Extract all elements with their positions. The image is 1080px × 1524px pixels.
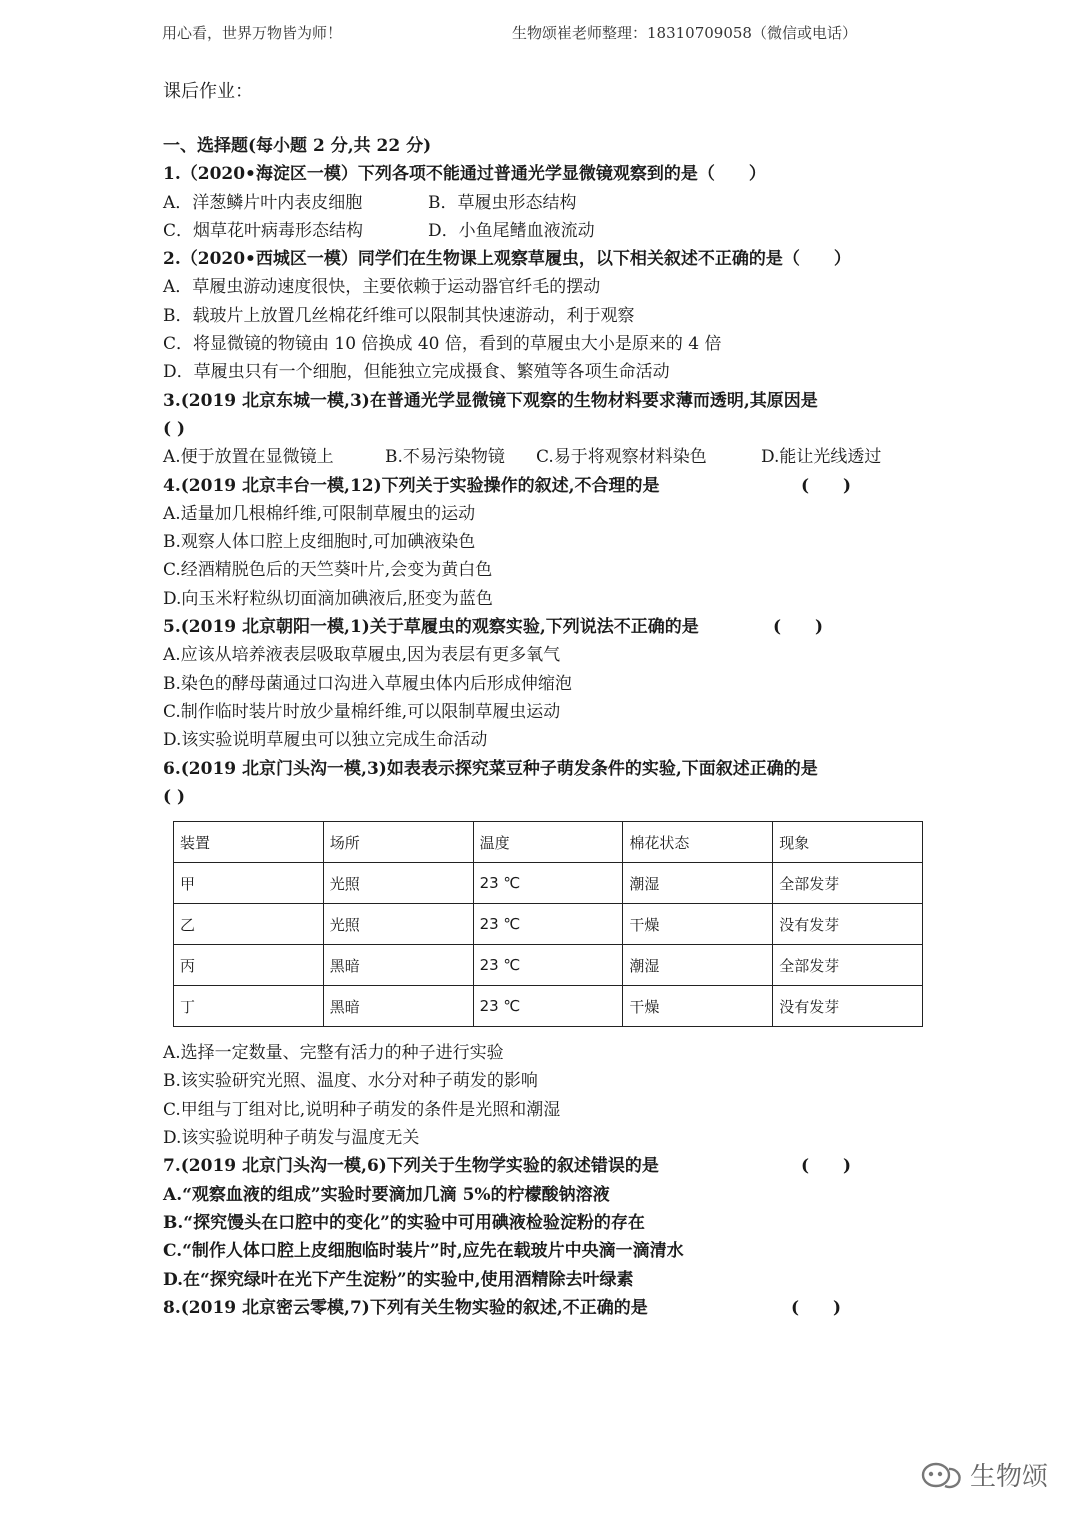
q1-option-d: D．小鱼尾鳍血液流动: [428, 220, 595, 241]
question-3-options-row: [163, 443, 923, 471]
table-cell: 丙: [174, 945, 324, 986]
question-4-stem: 4.(2019 北京丰台一模,12)下列关于实验操作的叙述,不合理的是: [163, 475, 660, 496]
question-1-options-row-1: [163, 189, 923, 217]
table-cell: 乙: [174, 904, 324, 945]
table-row: [174, 904, 923, 945]
question-8-stem: 8.(2019 北京密云零模,7)下列有关生物实验的叙述,不正确的是: [163, 1297, 648, 1318]
table-row: [174, 945, 923, 986]
question-list: [163, 132, 923, 1322]
section-title: 课后作业：: [163, 81, 253, 102]
q3-option-c: C.易于将观察材料染色: [536, 447, 707, 468]
part-title: 一、选择题(每小题 2 分,共 22 分): [163, 136, 432, 156]
q6-option-b: B.该实验研究光照、温度、水分对种子萌发的影响: [163, 1071, 538, 1092]
question-7-stem-row: [163, 1152, 923, 1180]
wechat-official-account-icon: [918, 1459, 962, 1491]
q5-option-a: A.应该从培养液表层吸取草履虫,因为表层有更多氧气: [163, 645, 561, 666]
table-cell: 23 ℃: [473, 904, 623, 945]
q7-option-d: D.在“探究绿叶在光下产生淀粉”的实验中,使用酒精除去叶绿素: [163, 1269, 634, 1290]
question-5-stem-row: [163, 613, 923, 641]
q2-option-b: B．载玻片上放置几丝棉花纤维可以限制其快速游动，利于观察: [163, 305, 635, 326]
question-5-stem: 5.(2019 北京朝阳一模,1)关于草履虫的观察实验,下列说法不正确的是: [163, 617, 699, 638]
question-1-stem: 1.（2020•海淀区一模）下列各项不能通过普通光学显微镜观察到的是（ ）: [163, 164, 766, 185]
q6-option-a: A.选择一定数量、完整有活力的种子进行实验: [163, 1043, 504, 1064]
header-right: 生物颂崔老师整理：18310709058（微信或电话）: [512, 24, 857, 42]
table-row: [174, 986, 923, 1027]
question-4-answer-paren: ( ): [801, 475, 852, 496]
q5-option-c: C.制作临时装片时放少量棉纤维,可以限制草履虫运动: [163, 701, 561, 722]
q4-option-d: D.向玉米籽粒纵切面滴加碘液后,胚变为蓝色: [163, 588, 493, 609]
q6-option-c: C.甲组与丁组对比,说明种子萌发的条件是光照和潮湿: [163, 1099, 561, 1120]
table-cell: 23 ℃: [473, 863, 623, 904]
question-8-answer-paren: ( ): [791, 1297, 842, 1318]
table-cell: 23 ℃: [473, 986, 623, 1027]
q1-option-c: C．烟草花叶病毒形态结构: [163, 220, 364, 241]
table-header-cell: 装置: [174, 822, 324, 863]
table-header-cell: 场所: [323, 822, 473, 863]
q3-option-d: D.能让光线透过: [761, 447, 882, 468]
table-cell: 干燥: [623, 904, 773, 945]
table-cell: 甲: [174, 863, 324, 904]
q3-option-a: A.便于放置在显微镜上: [163, 447, 334, 468]
table-row: [174, 863, 923, 904]
q6-option-d: D.该实验说明种子萌发与温度无关: [163, 1128, 420, 1149]
q7-option-c: C.“制作人体口腔上皮细胞临时装片”时,应先在载玻片中央滴一滴清水: [163, 1241, 684, 1262]
q2-option-c: C．将显微镜的物镜由 10 倍换成 40 倍，看到的草履虫大小是原来的 4 倍: [163, 334, 722, 355]
table-header-cell: 现象: [773, 822, 923, 863]
q1-option-b: B．草履虫形态结构: [428, 192, 577, 213]
table-cell: 23 ℃: [473, 945, 623, 986]
q5-option-b: B.染色的酵母菌通过口沟进入草履虫体内后形成伸缩泡: [163, 673, 572, 694]
table-cell: 光照: [323, 863, 473, 904]
table-header-row: [174, 822, 923, 863]
question-6-answer-paren: ( ): [163, 786, 186, 807]
question-3-answer-paren: ( ): [163, 418, 186, 439]
table-cell: 黑暗: [323, 986, 473, 1027]
question-1-options-row-2: [163, 217, 923, 245]
q4-option-a: A.适量加几根棉纤维,可限制草履虫的运动: [163, 503, 476, 524]
question-7-answer-paren: ( ): [801, 1156, 852, 1177]
q3-option-b: B.不易污染物镜: [385, 447, 505, 468]
table-cell: 全部发芽: [773, 945, 923, 986]
table-header-cell: 温度: [473, 822, 623, 863]
table-cell: 全部发芽: [773, 863, 923, 904]
question-8-stem-row: [163, 1294, 923, 1322]
table-cell: 没有发芽: [773, 986, 923, 1027]
question-4-stem-row: [163, 472, 923, 500]
header-left: 用心看，世界万物皆为师！: [162, 24, 343, 42]
q7-option-b: B.“探究馒头在口腔中的变化”的实验中可用碘液检验淀粉的存在: [163, 1212, 645, 1233]
question-6-stem: 6.(2019 北京门头沟一模,3)如表表示探究菜豆种子萌发条件的实验,下面叙述正确的是: [163, 758, 818, 779]
q5-option-d: D.该实验说明草履虫可以独立完成生命活动: [163, 730, 488, 751]
q2-option-d: D．草履虫只有一个细胞，但能独立完成摄食、繁殖等各项生命活动: [163, 362, 670, 383]
question-2-stem: 2.（2020•西城区一模）同学们在生物课上观察草履虫，以下相关叙述不正确的是（ ）: [163, 249, 851, 270]
q1-option-a: A．洋葱鳞片叶内表皮细胞: [163, 192, 363, 213]
table-cell: 潮湿: [623, 863, 773, 904]
question-7-stem: 7.(2019 北京门头沟一模,6)下列关于生物学实验的叙述错误的是: [163, 1156, 659, 1177]
table-cell: 没有发芽: [773, 904, 923, 945]
table-cell: 丁: [174, 986, 324, 1027]
table-cell: 光照: [323, 904, 473, 945]
q2-option-a: A．草履虫游动速度很快，主要依赖于运动器官纤毛的摆动: [163, 277, 601, 298]
question-5-answer-paren: ( ): [773, 617, 824, 638]
q7-option-a: A.“观察血液的组成”实验时要滴加几滴 5%的柠檬酸钠溶液: [163, 1184, 610, 1205]
table-header-cell: 棉花状态: [623, 822, 773, 863]
wechat-watermark: [918, 1456, 1048, 1493]
table-cell: 干燥: [623, 986, 773, 1027]
seed-germination-table: [173, 821, 923, 1027]
q4-option-c: C.经酒精脱色后的天竺葵叶片,会变为黄白色: [163, 560, 493, 581]
question-3-stem: 3.(2019 北京东城一模,3)在普通光学显微镜下观察的生物材料要求薄而透明,其原因是: [163, 390, 818, 411]
q4-option-b: B.观察人体口腔上皮细胞时,可加碘液染色: [163, 532, 476, 553]
watermark-text: 生物颂: [970, 1462, 1049, 1492]
table-cell: 潮湿: [623, 945, 773, 986]
table-cell: 黑暗: [323, 945, 473, 986]
